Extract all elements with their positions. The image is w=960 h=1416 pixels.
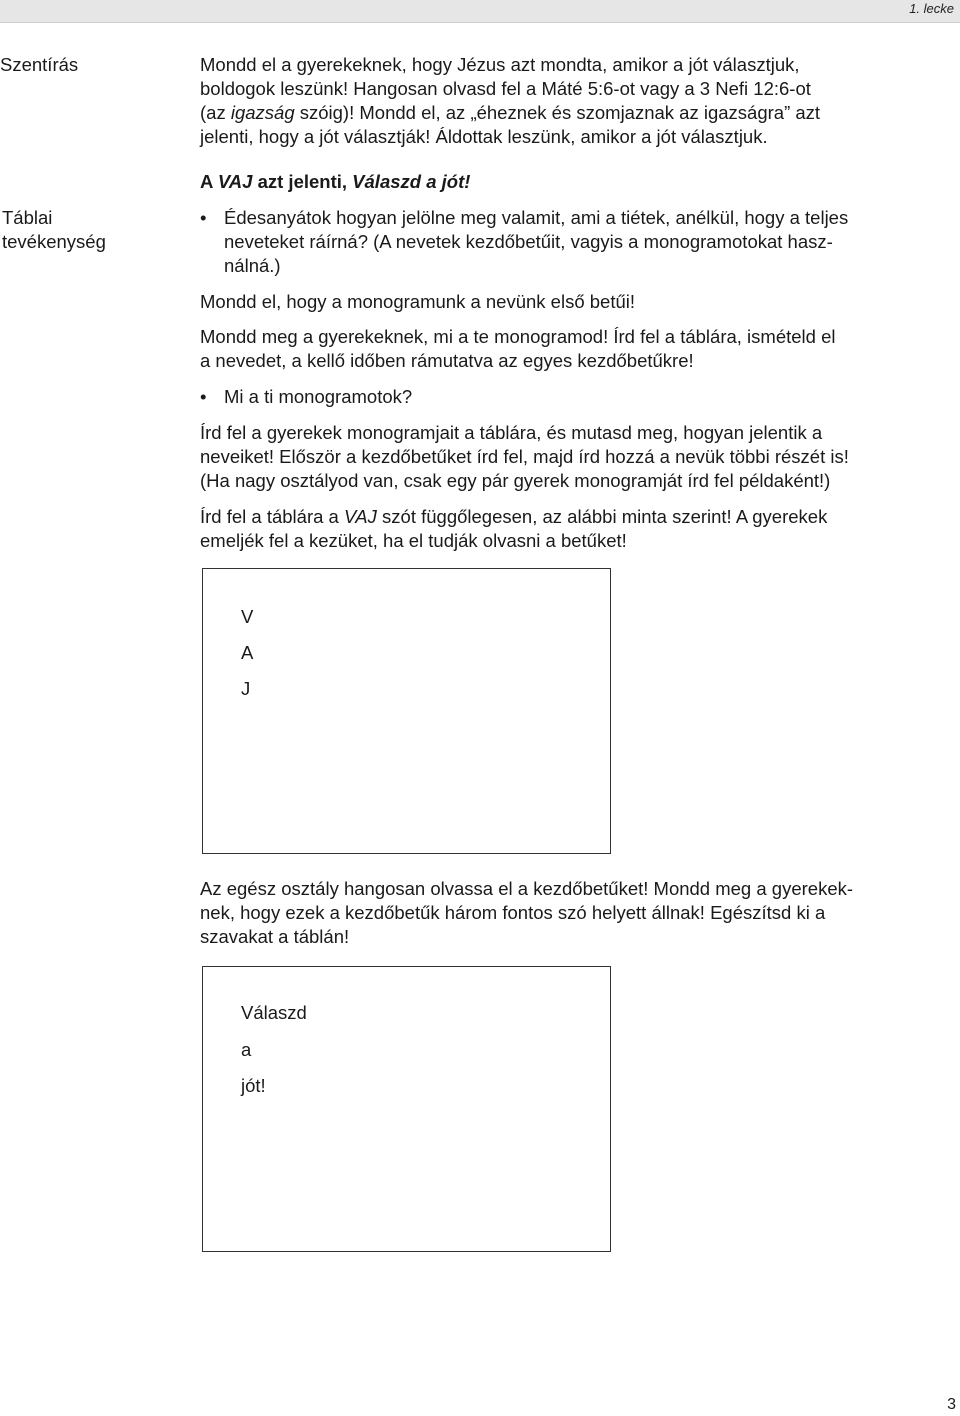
section-heading: [200, 170, 935, 194]
board-letter-j: J: [241, 678, 251, 699]
text-line: emeljék fel a kezüket, ha el tudják olvasni a betűket!: [200, 530, 627, 551]
text-line: [200, 101, 935, 125]
paragraph-write-vaj: [200, 505, 935, 553]
paragraph-monogram: Mondd el, hogy a monogramunk a nevünk első betűi!: [200, 291, 636, 312]
text-line: Az egész osztály hangosan olvassa el a kezdőbetűket! Mondd meg a gyerekek-: [200, 878, 854, 899]
text-line: neveteket ráírná? (A nevetek kezdőbetűit, vagyis a monogramotokat hasz-: [224, 231, 833, 252]
page-header: [0, 0, 960, 23]
text-span: Írd fel a táblára a: [200, 506, 344, 527]
bullet-question-monograms: Mi a ti monogramotok?: [224, 386, 413, 407]
text-span: (az: [200, 102, 231, 123]
text-line: boldogok leszünk! Hangosan olvasd fel a Máté 5:6-ot vagy a 3 Nefi 12:6-ot: [200, 78, 811, 99]
board-box-vaj: [202, 568, 611, 854]
text-line: a nevedet, a kellő időben rámutatva az egyes kezdőbetűkre!: [200, 350, 694, 371]
bullet-question-mother: [224, 206, 934, 278]
bullet-icon: •: [200, 207, 207, 228]
text-span: szót függőlegesen, az alábbi minta szerint! A gyerekek: [376, 506, 828, 527]
text-line: [200, 505, 935, 529]
board-letter-a: A: [241, 642, 254, 663]
text-line: nálná.): [224, 255, 281, 276]
side-label-board-line2: tevékenység: [2, 231, 106, 252]
italic-word: igazság: [230, 102, 295, 123]
text-span: szóig)! Mondd el, az „éheznek és szomjaznak az igazságra” azt: [294, 102, 821, 123]
paragraph-class-reads: [200, 877, 935, 949]
side-label-board-line1: Táblai: [2, 207, 53, 228]
text-line: Mondd meg a gyerekeknek, mi a te monogramod! Írd fel a táblára, ismételd el: [200, 326, 836, 347]
heading-vaj: VAJ: [217, 171, 253, 192]
heading-choose-right: Válaszd a jót!: [352, 171, 471, 192]
board-word-choose: Válaszd: [241, 1002, 307, 1023]
board-box-words: [202, 966, 611, 1252]
side-label-board-activity: [2, 206, 106, 254]
bullet-icon: •: [200, 386, 207, 407]
text-line: jelenti, hogy a jót választják! Áldottak leszünk, amikor a jót választjuk.: [200, 126, 768, 147]
text-line: Édesanyátok hogyan jelölne meg valamit, ami a tiétek, anélkül, hogy a teljes: [224, 207, 849, 228]
text-line: Mondd el a gyerekeknek, hogy Jézus azt mondta, amikor a jót választjuk,: [200, 54, 800, 75]
heading-part: azt jelenti,: [252, 171, 353, 192]
board-letter-v: V: [241, 606, 254, 627]
text-line: szavakat a táblán!: [200, 926, 350, 947]
text-line: neveiket! Először a kezdőbetűket írd fel, majd írd hozzá a nevük többi részét is!: [200, 446, 849, 467]
paragraph-write-monograms: [200, 421, 935, 493]
italic-word: VAJ: [343, 506, 377, 527]
lesson-label: 1. lecke: [909, 1, 954, 16]
text-line: nek, hogy ezek a kezdőbetűk három fontos szó helyett állnak! Egészítsd ki a: [200, 902, 826, 923]
board-word-the: a: [241, 1039, 252, 1060]
side-label-scripture: Szentírás: [0, 54, 79, 75]
page-number: 3: [947, 1396, 956, 1413]
text-line: (Ha nagy osztályod van, csak egy pár gyerek monogramját írd fel példaként!): [200, 470, 831, 491]
paragraph-tell-monogram: [200, 325, 935, 373]
heading-part: A: [200, 171, 218, 192]
board-word-right: jót!: [241, 1075, 266, 1096]
text-line: Írd fel a gyerekek monogramjait a táblára, és mutasd meg, hogyan jelentik a: [200, 422, 823, 443]
scripture-paragraph: [200, 53, 935, 149]
